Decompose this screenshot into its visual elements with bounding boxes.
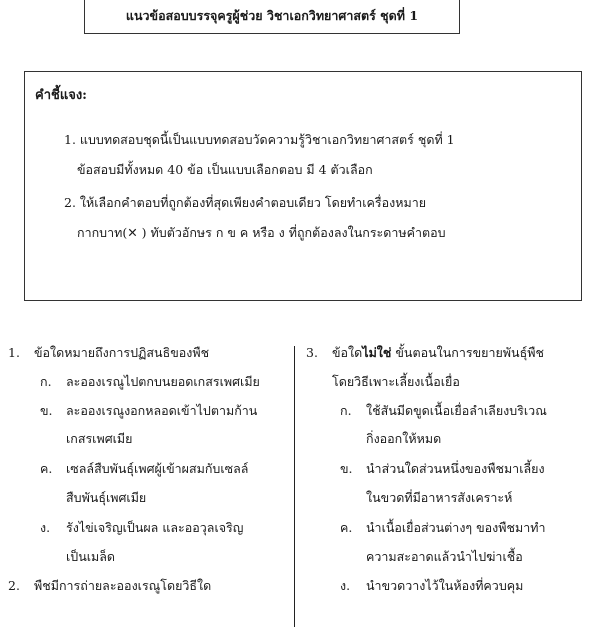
option-text: นำขวดวางไว้ในห้องที่ควบคุม bbox=[366, 578, 524, 593]
question-3-text-suffix: ขั้นตอนในการขยายพันธุ์พืช bbox=[391, 345, 544, 360]
question-3-option-a bbox=[340, 398, 547, 423]
question-1-option-b bbox=[40, 398, 257, 423]
question-1-text: ข้อใดหมายถึงการปฏิสนธิของพืช bbox=[34, 345, 210, 360]
option-text: รังไข่เจริญเป็นผล และออวุลเจริญ bbox=[66, 520, 244, 535]
question-1-option-a bbox=[40, 369, 260, 394]
column-divider bbox=[294, 346, 295, 627]
option-text: ใช้สันมีดขูดเนื้อเยื่อลำเลียงบริเวณ bbox=[366, 403, 547, 418]
option-text: นำส่วนใดส่วนหนึ่งของพืชมาเลี้ยง bbox=[366, 461, 545, 476]
question-3-stem-cont: โดยวิธีเพาะเลี้ยงเนื้อเยื่อ bbox=[332, 374, 460, 389]
question-1-option-c-cont: สืบพันธุ์เพศเมีย bbox=[66, 490, 147, 505]
option-letter: ข. bbox=[40, 403, 53, 418]
question-1-option-d bbox=[40, 515, 243, 540]
question-3-text-prefix: ข้อใด bbox=[332, 345, 363, 360]
question-3-option-c bbox=[340, 515, 546, 540]
option-letter: ค. bbox=[40, 461, 53, 476]
option-text: ละอองเรณูไปตกบนยอดเกสรเพศเมีย bbox=[66, 374, 260, 389]
question-1-number: 1. bbox=[8, 345, 20, 360]
instruction-line-2: ข้อสอบมีทั้งหมด 40 ข้อ เป็นแบบเลือกตอบ มี 4 ตัวเลือก bbox=[77, 162, 373, 177]
instruction-line-1: 1. แบบทดสอบชุดนี้เป็นแบบทดสอบวัดความรู้วิชาเอกวิทยาศาสตร์ ชุดที่ 1 bbox=[64, 132, 455, 147]
question-3-number: 3. bbox=[306, 345, 318, 360]
instructions-heading: คำชี้แจง: bbox=[35, 88, 87, 103]
question-2-text: พืชมีการถ่ายละอองเรณูโดยวิธีใด bbox=[34, 578, 212, 593]
option-text: ละอองเรณูงอกหลอดเข้าไปตามก้าน bbox=[66, 403, 258, 418]
option-letter: ง. bbox=[40, 520, 51, 535]
document-title: แนวข้อสอบบรรจุครูผู้ช่วย วิชาเอกวิทยาศาสตร์ ชุดที่ 1 bbox=[125, 8, 419, 23]
question-3-option-b bbox=[340, 456, 545, 481]
option-letter: ค. bbox=[340, 520, 353, 535]
question-2-stem bbox=[8, 573, 211, 598]
instruction-line-3: 2. ให้เลือกคำตอบที่ถูกต้องที่สุดเพียงคำตอบเดียว โดยทำเครื่องหมาย bbox=[64, 195, 427, 210]
option-letter: ก. bbox=[340, 403, 352, 418]
question-3-stem bbox=[306, 340, 544, 365]
question-1-stem bbox=[8, 340, 209, 365]
option-letter: ข. bbox=[340, 461, 353, 476]
option-letter: ก. bbox=[40, 374, 52, 389]
instruction-line-4: กากบาท(✕ ) ทับตัวอักษร ก ข ค หรือ ง ที่ถูกต้องลงในกระดาษคำตอบ bbox=[77, 225, 446, 240]
question-3-emphasis: ไม่ใช่ bbox=[362, 345, 392, 360]
question-3-option-c-cont: ความสะอาดแล้วนำไปฆ่าเชื้อ bbox=[366, 549, 523, 564]
question-1-option-d-cont: เป็นเมล็ด bbox=[66, 549, 116, 564]
question-2-number: 2. bbox=[8, 578, 20, 593]
option-text: นำเนื้อเยื่อส่วนต่างๆ ของพืชมาทำ bbox=[366, 520, 546, 535]
question-3-option-a-cont: กิ่งออกให้หมด bbox=[366, 431, 442, 446]
question-3-option-b-cont: ในขวดที่มีอาหารสังเคราะห์ bbox=[366, 490, 513, 505]
option-text: เซลล์สืบพันธุ์เพศผู้เข้าผสมกับเซลล์ bbox=[66, 461, 249, 476]
option-letter: ง. bbox=[340, 578, 351, 593]
question-3-option-d bbox=[340, 573, 523, 598]
question-1-option-c bbox=[40, 456, 248, 481]
title-box bbox=[84, 0, 460, 34]
question-1-option-b-cont: เกสรเพศเมีย bbox=[66, 431, 133, 446]
instructions-box bbox=[24, 71, 582, 301]
